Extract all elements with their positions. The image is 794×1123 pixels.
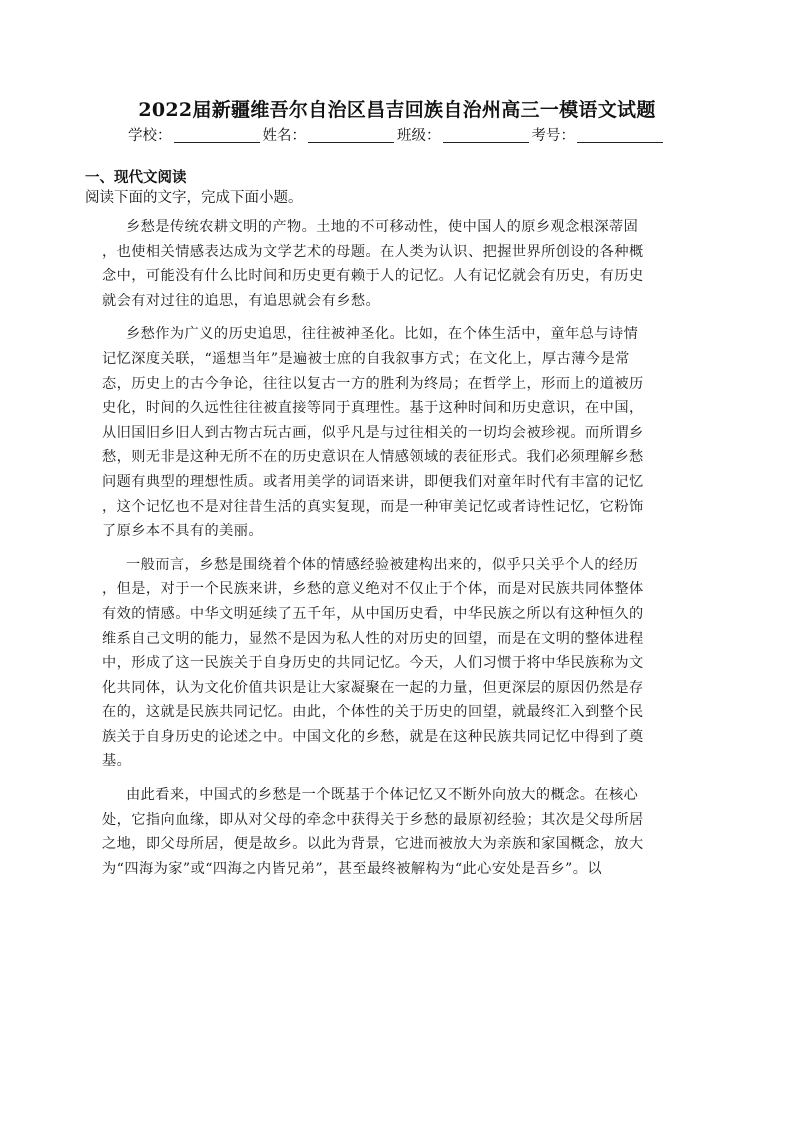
paragraph-line: 就会有对过往的追思，有追思就会有乡愁。: [102, 292, 381, 309]
paragraph-line: 维系自己文明的能力，显然不是因为私人性的对历史的回望，而是在文明的整体进程: [102, 630, 644, 647]
paragraph-4: [102, 783, 694, 881]
paragraph-line: 问题有典型的理想性质。或者用美学的词语来讲，即便我们对童年时代有丰富的记忆: [102, 473, 644, 490]
paragraph-line: ，也使相关情感表达成为文学艺术的母题。在人类为认识、把握世界所创设的各种概: [102, 243, 644, 260]
paragraph-line: 在的，这就是民族共同记忆。由此，个体性的关于历史的回望，就最终汇入到整个民: [102, 704, 644, 721]
reading-passage: [102, 215, 694, 890]
class-label: 班级：: [397, 128, 441, 144]
paragraph-line: 为“四海为家”或“四海之内皆兄弟”，甚至最终被解构为“此心安处是吾乡”。以: [102, 860, 602, 877]
paragraph-line: 化共同体，认为文化价值共识是让大家凝聚在一起的力量，但更深层的原因仍然是存: [102, 679, 644, 696]
paragraph-line: 乡愁是传统农耕文明的产物。土地的不可移动性，使中国人的原乡观念根深蒂固: [126, 219, 639, 235]
paragraph-1: [102, 215, 694, 313]
paragraph-line: 记忆深度关联，“遥想当年”是遍被士庶的自我叙事方式；在文化上，厚古薄今是常: [102, 350, 630, 367]
paragraph-line: 一般而言，乡愁是围绕着个体的情感经验被建构出来的，似乎只关乎个人的经历: [126, 556, 639, 573]
paragraph-line: 史化，时间的久远性往往被直接等同于真理性。基于这种时间和历史意识，在中国，: [102, 400, 644, 417]
exam-number-label: 考号：: [531, 128, 575, 144]
school-label: 学校：: [128, 128, 172, 144]
paragraph-line: 之地，即父母所居，便是故乡。以此为背景，它进而被放大为亲族和家国概念，放大: [102, 836, 644, 853]
paragraph-2: [102, 322, 694, 543]
paragraph-line: ，这个记忆也不是对往昔生活的真实复现，而是一种审美记忆或者诗性记忆，它粉饰: [102, 498, 644, 515]
section-heading: 一、现代文阅读: [85, 170, 187, 186]
paragraph-line: 愁，则无非是这种无所不在的历史意识在人情感领域的表征形式。我们必须理解乡愁: [102, 449, 644, 466]
reading-instruction: 阅读下面的文字，完成下面小题。: [85, 190, 303, 206]
name-blank[interactable]: [308, 126, 394, 143]
class-blank[interactable]: [443, 126, 529, 143]
paragraph-line: 了原乡本不具有的美丽。: [102, 523, 264, 540]
school-blank[interactable]: [174, 126, 260, 143]
document-title: 2022届新疆维吾尔自治区昌吉回族自治州高三一模语文试题: [138, 99, 656, 121]
exam-number-blank[interactable]: [577, 126, 663, 143]
paragraph-line: 态，历史上的古今争论，往往以复古一方的胜利为终局；在哲学上，形而上的道被历: [102, 375, 644, 392]
paragraph-line: 基。: [102, 753, 132, 770]
paragraph-line: 处，它指向血缘，即从对父母的牵念中获得关于乡愁的最原初经验；其次是父母所居: [102, 811, 644, 828]
paragraph-3: [102, 553, 694, 774]
paragraph-line: 乡愁作为广义的历史追思，往往被神圣化。比如，在个体生活中，童年总与诗情: [126, 326, 639, 343]
name-label: 姓名：: [262, 128, 306, 144]
paragraph-line: 有效的情感。中华文明延续了五千年，从中国历史看，中华民族之所以有这种恒久的: [102, 605, 644, 622]
paragraph-line: ，但是，对于一个民族来讲，乡愁的意义绝对不仅止于个体，而是对民族共同体整体: [102, 581, 644, 598]
paragraph-line: 从旧国旧乡旧人到古物古玩古画，似乎凡是与过往相关的一切均会被珍视。而所谓乡: [102, 424, 644, 441]
paragraph-line: 由此看来，中国式的乡愁是一个既基于个体记忆又不断外向放大的概念。在核心: [126, 787, 639, 804]
paragraph-line: 念中，可能没有什么比时间和历史更有赖于人的记忆。人有记忆就会有历史，有历史: [102, 268, 644, 285]
paragraph-line: 族关于自身历史的论述之中。中国文化的乡愁，就是在这种民族共同记忆中得到了奠: [102, 728, 644, 745]
student-info-line: [0, 126, 794, 146]
paragraph-line: 中，形成了这一民族关于自身历史的共同记忆。今天，人们习惯于将中华民族称为文: [102, 655, 644, 672]
